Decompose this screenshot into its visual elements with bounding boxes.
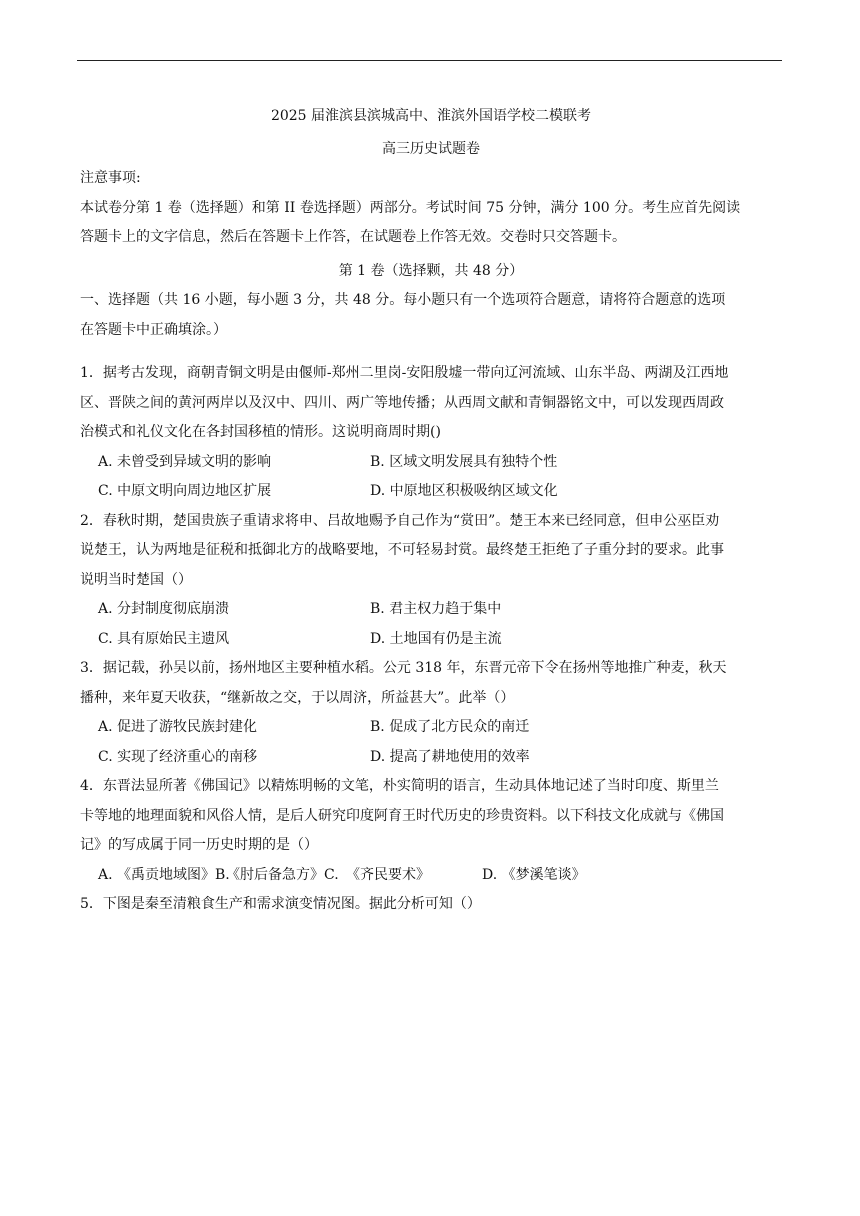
question-1-line-3: 治模式和礼仪文化在各封国移植的情形。这说明商周时期() — [80, 424, 441, 440]
question-2-line-2: 说楚王，认为两地是征税和抵御北方的战略要地，不可轻易封赏。最终楚王拒绝了子重分封的要求。此事 — [80, 542, 724, 558]
top-rule — [77, 60, 782, 61]
question-2-option-c[interactable]: C. 具有原始民主遗风 — [98, 630, 230, 647]
question-4-option-a[interactable]: A. 《禹贡地域图》B. — [98, 866, 230, 883]
question-1-line-1: 1．据考古发现，商朝青铜文明是由偃师-郑州二里岗-安阳殷墟一带向辽河流域、山东半岛、两湖及江西地 — [80, 365, 729, 381]
question-4-option-c[interactable]: 《齐民要术》 — [346, 866, 430, 883]
question-5-line-1: 5．下图是秦至清粮食生产和需求演变情况图。据此分析可知（） — [80, 896, 481, 912]
spacer — [80, 345, 782, 359]
notice-line-2: 答题卡上的文字信息，然后在答题卡上作答，在试题卷上作答无效。交卷时只交答题卡。 — [80, 229, 626, 245]
exam-page — [80, 102, 782, 920]
question-4-option-d[interactable]: D. 《梦溪笔谈》 — [482, 866, 586, 883]
exam-title: 2025 届淮滨县滨城高中、淮滨外国语学校二模联考 — [270, 108, 592, 124]
section-1-intro-line-1: 一、选择题（共 16 小题，每小题 3 分，共 48 分。每小题只有一个选项符合题意，请将符合题意的选项 — [80, 292, 726, 308]
question-5 — [80, 890, 782, 920]
question-2-option-d[interactable]: D. 土地国有仍是主流 — [370, 630, 502, 647]
question-3-line-1: 3．据记载，孙吴以前，扬州地区主要种植水稻。公元 318 年，东晋元帝下令在扬州等地推广种麦，秋天 — [80, 660, 727, 676]
question-1-option-b[interactable]: B. 区域文明发展具有独特个性 — [370, 453, 558, 470]
question-2-option-a[interactable]: A. 分封制度彻底崩溃 — [98, 601, 230, 617]
question-2 — [80, 507, 782, 655]
section-1-title: 第 1 卷（选择颗，共 48 分） — [338, 262, 524, 279]
question-3-options — [98, 713, 688, 772]
question-3-option-c[interactable]: C. 实现了经济重心的南移 — [98, 748, 258, 765]
exam-subtitle: 高三历史试题卷 — [382, 141, 480, 157]
question-1-option-a[interactable]: A. 未曾受到异域文明的影响 — [98, 453, 272, 470]
question-1-line-2: 区、晋陕之间的黄河两岸以及汉中、四川、两广等地传播；从西周文献和青铜器铭文中，可以发现西周政 — [80, 394, 724, 411]
notice-label: 注意事项: — [80, 170, 141, 186]
question-2-options — [98, 595, 688, 654]
question-1-options — [98, 448, 688, 507]
question-4 — [80, 772, 782, 890]
question-4-line-3: 记》的写成属于同一历史时期的是（） — [80, 837, 318, 853]
question-2-line-3: 说明当时楚国（） — [80, 571, 192, 588]
question-1-option-d[interactable]: D. 中原地区积极吸纳区域文化 — [370, 483, 558, 499]
question-3 — [80, 654, 782, 772]
question-3-option-b[interactable]: B. 促成了北方民众的南迁 — [370, 719, 530, 735]
question-4-options — [98, 861, 708, 891]
notice-line-1: 本试卷分第 1 卷（选择题）和第 II 卷选择题）两部分。考试时间 75 分钟，满分 100 分。考生应首先阅读 — [80, 199, 741, 216]
question-4-line-2: 卡等地的地理面貌和风俗人情，是后人研究印度阿育王时代历史的珍贵资料。以下科技文化成就与《佛国 — [80, 807, 724, 824]
question-3-option-d[interactable]: D. 提高了耕地使用的效率 — [370, 748, 530, 765]
question-1 — [80, 359, 782, 507]
section-1-intro-line-2: 在答题卡中正确填涂。） — [80, 321, 227, 338]
question-3-line-2: 播种，来年夏天收获，“继新故之交，于以周济，所益甚大”。此举（） — [80, 689, 515, 706]
question-1-option-c[interactable]: C. 中原文明向周边地区扩展 — [98, 483, 272, 499]
question-4-option-b[interactable]: 《肘后备急方》C. — [226, 866, 339, 883]
question-3-option-a[interactable]: A. 促进了游牧民族封建化 — [98, 719, 258, 735]
question-2-option-b[interactable]: B. 君主权力趋于集中 — [370, 601, 502, 617]
question-2-line-1: 2．春秋时期，楚国贵族子重请求将申、吕故地赐予自己作为“赏田”。楚王本来已经同意，但申公巫臣劝 — [80, 512, 720, 529]
question-4-line-1: 4．东晋法显所著《佛国记》以精炼明畅的文笔，朴实简明的语言，生动具体地记述了当时印度、斯里兰 — [80, 778, 719, 794]
